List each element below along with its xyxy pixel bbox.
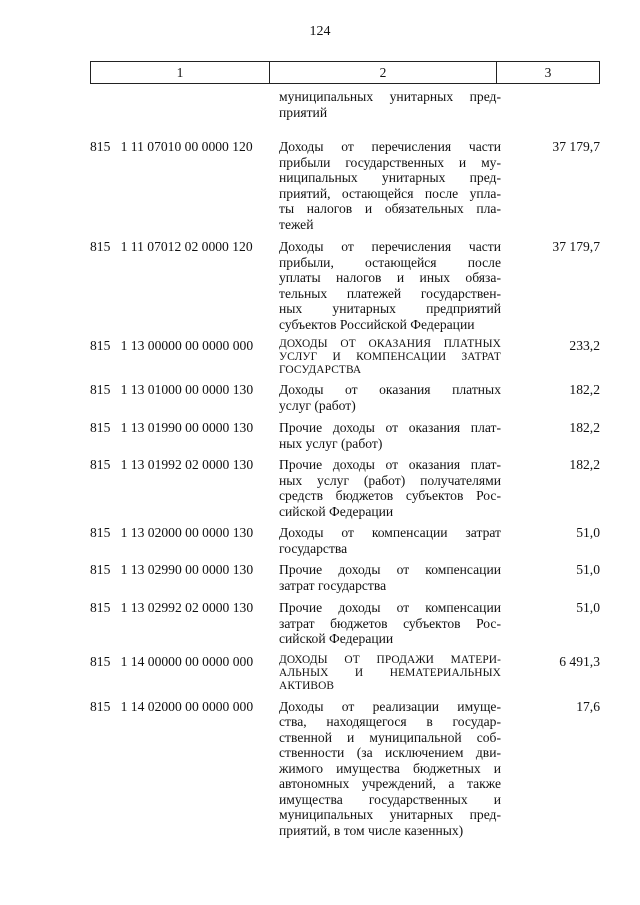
table-row (0, 239, 640, 332)
table-row (0, 420, 640, 451)
revenue-item-name-line: прибыли, остающейся после (279, 254, 501, 270)
revenue-item-name (279, 382, 501, 413)
table-row (0, 600, 640, 647)
revenue-item-name-line: Доходы от перечисления части (279, 139, 501, 154)
revenue-item-name-line: УСЛУГ И КОМПЕНСАЦИИ ЗАТРАТ (279, 351, 501, 363)
revenue-item-name-line: имущества государственных и (279, 791, 501, 807)
amount-value: 233,2 (569, 338, 600, 353)
revenue-item-name (279, 457, 501, 519)
revenue-item-name-line: прибыли государственных и му- (279, 154, 501, 170)
revenue-item-name-line: государства (279, 540, 348, 556)
amount-value: 37 179,7 (552, 239, 600, 254)
column-header-table (90, 61, 600, 84)
revenue-item-name-line: жимого имущества бюджетных и (279, 760, 501, 776)
revenue-item-name (279, 699, 501, 839)
revenue-item-name-line: Доходы от реализации имуще- (279, 698, 501, 714)
column-header-2: 2 (270, 62, 497, 84)
revenue-item-name-line: АКТИВОВ (279, 679, 335, 692)
revenue-item-name-line: ственной и муниципальной соб- (279, 729, 501, 745)
revenue-item-name-line: муниципальных унитарных пред- (279, 89, 501, 104)
budget-classification-code: 815 1 13 01000 00 0000 130 (90, 382, 254, 397)
revenue-item-name-line: Доходы от перечисления части (279, 239, 501, 254)
revenue-item-name (279, 139, 501, 232)
table-row (0, 382, 640, 413)
column-header-1: 1 (91, 62, 270, 84)
budget-classification-code: 815 1 13 01992 02 0000 130 (90, 457, 254, 472)
revenue-item-name-line: Прочие доходы от компенсации (279, 600, 501, 615)
budget-classification-code: 815 1 14 02000 00 0000 000 (90, 698, 254, 714)
revenue-item-name-line: автономных учреждений, а также (279, 776, 501, 791)
revenue-item-name-line: приятий, остающейся после упла- (279, 185, 501, 201)
revenue-item-name (279, 89, 501, 120)
budget-classification-code: 815 1 11 07012 02 0000 120 (90, 239, 253, 254)
revenue-item-name (279, 525, 501, 556)
amount-value: 37 179,7 (552, 139, 600, 154)
revenue-item-name (279, 338, 501, 377)
revenue-item-name-line: АЛЬНЫХ И НЕМАТЕРИАЛЬНЫХ (279, 666, 501, 679)
revenue-item-name-line: затрат государства (279, 577, 387, 593)
amount-value: 182,2 (569, 382, 600, 397)
budget-classification-code: 815 1 13 02000 00 0000 130 (90, 525, 254, 540)
revenue-item-name-line: тельных платежей государствен- (279, 285, 501, 301)
revenue-item-name-line: уплаты налогов и иных обяза- (279, 270, 501, 285)
column-header-3: 3 (497, 62, 600, 84)
revenue-item-name-line: Прочие доходы от оказания плат- (279, 420, 501, 435)
revenue-item-name-line: ства, находящегося в государ- (279, 714, 501, 729)
page-number: 124 (309, 24, 331, 39)
revenue-item-name-line: ственности (за исключением дви- (279, 745, 501, 760)
table-row (0, 338, 640, 377)
revenue-item-name (279, 600, 501, 647)
budget-classification-code: 815 1 11 07010 00 0000 120 (90, 139, 253, 154)
revenue-item-name (279, 239, 501, 332)
revenue-item-name-line: сийской Федерации (279, 631, 394, 646)
revenue-item-name-line: тежей (279, 216, 314, 232)
amount-value: 6 491,3 (559, 653, 600, 669)
amount-value: 51,0 (576, 525, 600, 540)
revenue-item-name-line: Прочие доходы от оказания плат- (279, 457, 501, 472)
table-row (0, 457, 640, 519)
amount-value: 182,2 (569, 420, 600, 435)
revenue-item-name-line: Доходы от компенсации затрат (279, 525, 501, 540)
revenue-item-name-line: средств бюджетов субъектов Рос- (279, 488, 501, 503)
revenue-item-name-line: ных унитарных предприятий (279, 301, 501, 316)
revenue-table-body (0, 89, 640, 838)
table-row (0, 699, 640, 839)
budget-classification-code: 815 1 13 02990 00 0000 130 (90, 562, 254, 577)
revenue-item-name-line: приятий (279, 104, 328, 120)
table-row (0, 525, 640, 556)
amount-value: 51,0 (576, 600, 600, 615)
revenue-item-name-line: ных услуг (работ) (279, 435, 383, 451)
revenue-item-name-line: сийской Федерации (279, 503, 394, 519)
revenue-item-name (279, 562, 501, 593)
revenue-item-name-line: муниципальных унитарных пред- (279, 807, 501, 822)
revenue-item-name (279, 654, 501, 693)
amount-value: 182,2 (569, 457, 600, 472)
revenue-item-name-line: ДОХОДЫ ОТ ПРОДАЖИ МАТЕРИ- (279, 653, 501, 666)
revenue-item-name-line: субъектов Российской Федерации (279, 316, 475, 332)
revenue-item-name (279, 420, 501, 451)
revenue-item-name-line: Прочие доходы от компенсации (279, 562, 501, 577)
budget-classification-code: 815 1 13 00000 00 0000 000 (90, 338, 254, 353)
budget-classification-code: 815 1 14 00000 00 0000 000 (90, 653, 254, 669)
table-row (0, 139, 640, 232)
budget-classification-code: 815 1 13 01990 00 0000 130 (90, 420, 254, 435)
amount-value: 17,6 (576, 698, 600, 714)
revenue-item-name-line: ГОСУДАРСТВА (279, 364, 362, 376)
revenue-item-name-line: ниципальных унитарных пред- (279, 170, 501, 185)
table-row (0, 89, 640, 120)
revenue-item-name-line: затрат бюджетов субъектов Рос- (279, 615, 501, 631)
revenue-item-name-line: приятий, в том числе казенных) (279, 822, 464, 838)
budget-classification-code: 815 1 13 02992 02 0000 130 (90, 600, 254, 615)
table-row (0, 562, 640, 593)
amount-value: 51,0 (576, 562, 600, 577)
revenue-item-name-line: ДОХОДЫ ОТ ОКАЗАНИЯ ПЛАТНЫХ (279, 338, 501, 350)
revenue-item-name-line: услуг (работ) (279, 397, 356, 413)
table-row (0, 654, 640, 693)
revenue-item-name-line: ты налогов и обязательных пла- (279, 201, 501, 216)
revenue-item-name-line: ных услуг (работ) получателями (279, 472, 501, 488)
revenue-item-name-line: Доходы от оказания платных (279, 382, 501, 397)
